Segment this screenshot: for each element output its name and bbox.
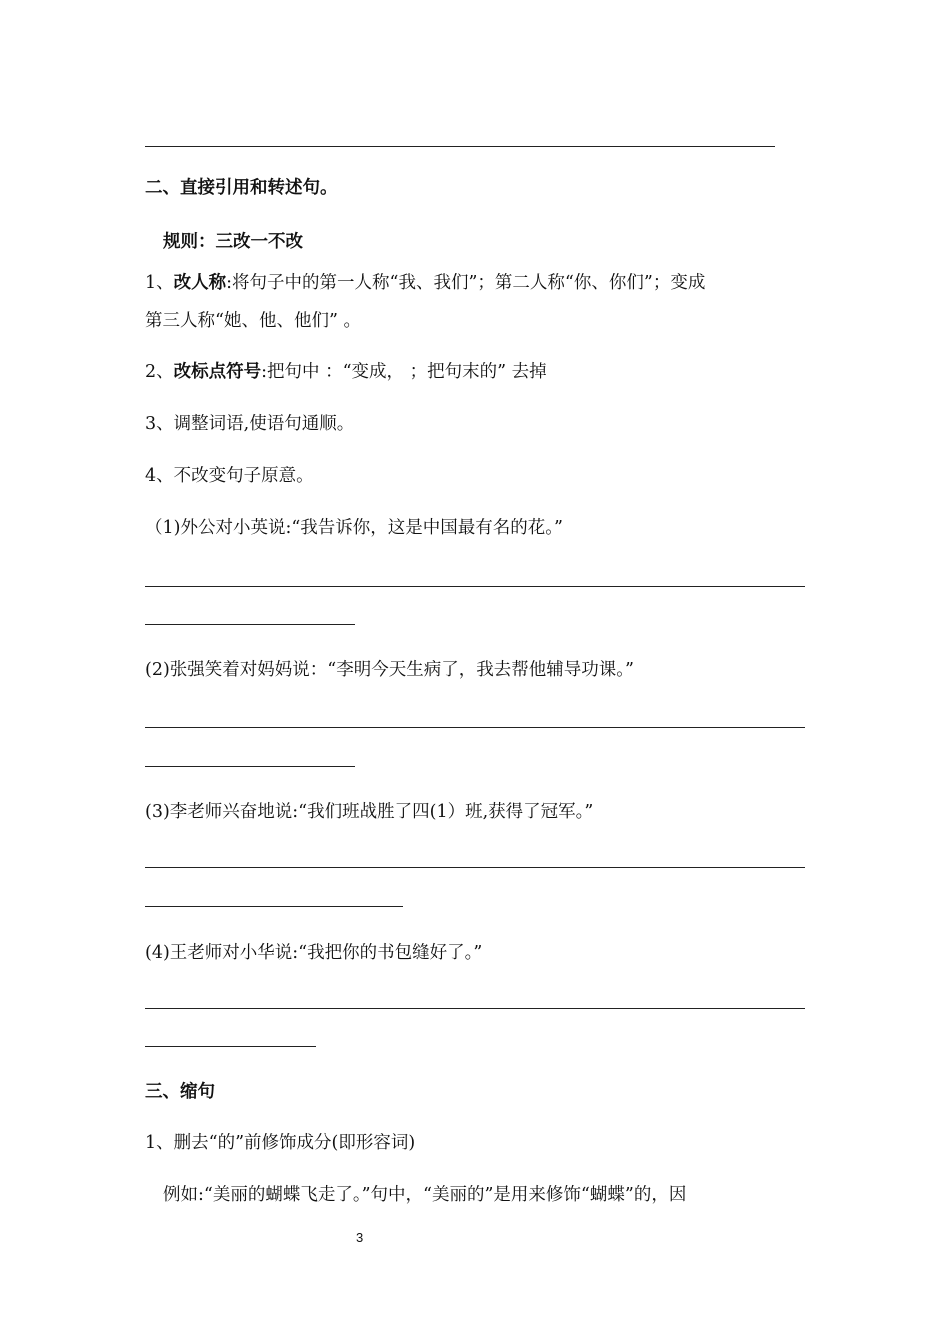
exercise-sentence-4: (4)王老师对小华说:“我把你的书包缝好了。” (145, 943, 483, 963)
rule-item-1: 1、删去“的”前修饰成分(即形容词) (145, 1133, 416, 1153)
page-number: 3 (356, 1230, 364, 1245)
rule-item-1 (145, 271, 705, 295)
answer-line (145, 624, 355, 625)
answer-line (145, 146, 775, 147)
answer-line (145, 586, 805, 587)
exercise-sentence-1: （1)外公对小英说:“我告诉你，这是中国最有名的花。” (145, 518, 563, 538)
rule-item-text: :将句子中的第一人称“我、我们”；第二人称“你、你们”；变成 (226, 273, 706, 293)
section-heading: 二、直接引用和转述句。 (145, 178, 338, 198)
rule-item-4: 4、不改变句子原意。 (145, 466, 314, 486)
rule-title: 规则：三改一不改 (163, 232, 303, 252)
rule-item-keyword: 改人称 (173, 273, 227, 293)
answer-line (145, 766, 355, 767)
rule-item-number: 1、 (145, 273, 174, 293)
section-heading: 三、缩句 (145, 1082, 215, 1102)
answer-line (145, 906, 403, 907)
answer-line (145, 1008, 805, 1009)
answer-line (145, 727, 805, 728)
exercise-sentence-3: (3)李老师兴奋地说:“我们班战胜了四(1）班,获得了冠军。” (145, 802, 594, 822)
answer-line (145, 1046, 316, 1047)
rule-item-1-continued: 第三人称“她、他、他们” 。 (145, 311, 361, 331)
answer-line (145, 867, 805, 868)
rule-item-keyword: 改标点符号 (173, 362, 262, 382)
rule-item-number: 2、 (145, 362, 174, 382)
rule-item-2 (145, 360, 547, 384)
rule-item-3: 3、调整词语,使语句通顺。 (145, 414, 355, 434)
rule-item-text: :把句中 ：“变成， ；把句末的” 去掉 (261, 362, 547, 382)
example-text: 例如:“美丽的蝴蝶飞走了。”句中，“美丽的”是用来修饰“蝴蝶”的，因 (163, 1185, 687, 1205)
exercise-sentence-2: (2)张强笑着对妈妈说：“李明今天生病了，我去帮他辅导功课。” (145, 660, 634, 680)
